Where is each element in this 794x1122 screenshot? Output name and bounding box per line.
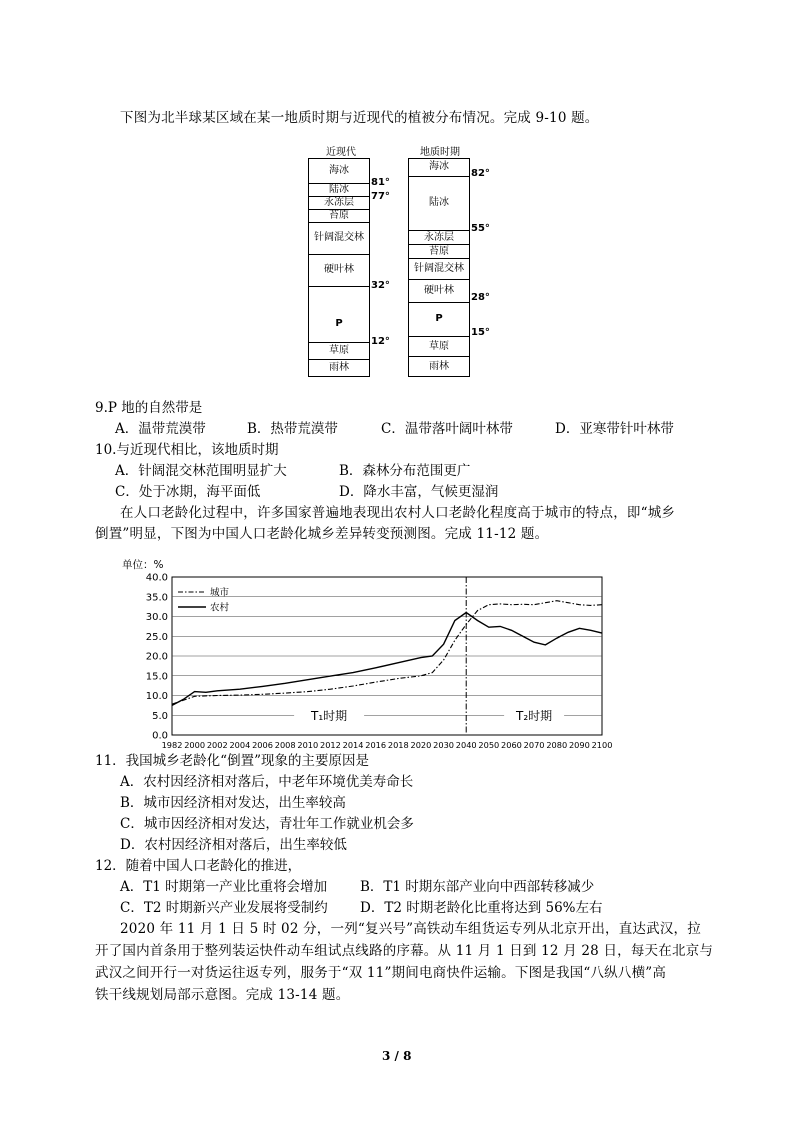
q11-option-d: D．农村因经济相对落后，出生率较低 bbox=[120, 837, 347, 853]
x-tick-label: 2000 bbox=[184, 740, 206, 750]
x-tick-label: 2016 bbox=[365, 740, 387, 750]
period-label-t1: T₁时期 bbox=[311, 709, 348, 723]
left-cell-sclerophyll: 硬叶林 bbox=[309, 254, 369, 287]
q10-option-d: D．降水丰富，气候更湿润 bbox=[339, 484, 499, 500]
q11-stem: 11．我国城乡老龄化“倒置”现象的主要原因是 bbox=[95, 753, 369, 769]
x-tick-label: 2070 bbox=[523, 740, 545, 750]
intro-11-12-line-2: 倒置”明显，下图为中国人口老龄化城乡差异转变预测图。完成 11-12 题。 bbox=[95, 526, 549, 542]
legend-label: 城市 bbox=[210, 587, 230, 599]
q9-option-a: A．温带荒漠带 bbox=[115, 421, 206, 437]
right-lat-28: 28° bbox=[471, 292, 490, 303]
q9-option-b: B．热带荒漠带 bbox=[247, 421, 338, 437]
left-cell-p: P bbox=[309, 286, 369, 343]
right-cell-p: P bbox=[409, 302, 469, 337]
x-tick-label: 2006 bbox=[252, 740, 273, 750]
right-cell-mixed-forest: 针阔混交林 bbox=[409, 258, 469, 280]
q11-option-b: B．城市因经济相对发达，出生率较高 bbox=[120, 795, 346, 811]
y-tick-label: 0.0 bbox=[152, 730, 168, 742]
right-cell-tundra: 苔原 bbox=[409, 244, 469, 259]
y-tick-label: 5.0 bbox=[152, 710, 168, 722]
q12-option-b: B．T1 时期东部产业向中西部转移减少 bbox=[360, 879, 595, 895]
q10-option-b: B．森林分布范围更广 bbox=[339, 463, 471, 479]
x-tick-label: 1982 bbox=[161, 740, 183, 750]
q9-stem: 9.P 地的自然带是 bbox=[95, 400, 203, 416]
x-tick-label: 2020 bbox=[410, 740, 432, 750]
right-lat-55: 55° bbox=[471, 223, 490, 234]
left-cell-grassland: 草原 bbox=[309, 342, 369, 360]
y-tick-label: 20.0 bbox=[145, 651, 168, 663]
left-cell-sea-ice: 海冰 bbox=[329, 165, 349, 176]
intro-13-14-line-3: 武汉之间开行一对货运往返专列，服务于“双 11”期间电商快件运输。下图是我国“八纵八横”高 bbox=[95, 965, 667, 981]
aging-chart bbox=[120, 558, 613, 754]
x-tick-label: 2040 bbox=[455, 740, 477, 750]
left-cell-rainforest: 雨林 bbox=[309, 359, 369, 377]
right-column bbox=[408, 158, 470, 377]
q10-option-c: C．处于冰期，海平面低 bbox=[115, 484, 261, 500]
x-tick-label: 2004 bbox=[229, 740, 251, 750]
left-lat-32: 32° bbox=[371, 280, 390, 291]
left-cell-land-ice: 陆冰 bbox=[309, 183, 369, 197]
left-cell-mixed-forest: 针阔混交林 bbox=[309, 222, 369, 255]
period-label-t2: T₂时期 bbox=[516, 709, 553, 723]
intro-9-10: 下图为北半球某区域在某一地质时期与近现代的植被分布情况。完成 9-10 题。 bbox=[120, 110, 599, 126]
left-lat-12: 12° bbox=[371, 336, 390, 347]
x-tick-label: 2080 bbox=[546, 740, 568, 750]
right-lat-82: 82° bbox=[471, 168, 490, 179]
right-cell-sclerophyll: 硬叶林 bbox=[409, 279, 469, 303]
left-column bbox=[308, 158, 370, 377]
right-lat-15: 15° bbox=[471, 327, 490, 338]
q12-option-d: D．T2 时期老龄化比重将达到 56%左右 bbox=[360, 900, 603, 916]
right-column-title: 地质时期 bbox=[420, 147, 460, 158]
q9-option-c: C．温带落叶阔叶林带 bbox=[381, 421, 513, 437]
q12-option-c: C．T2 时期新兴产业发展将受制约 bbox=[120, 900, 328, 916]
right-cell-rainforest: 雨林 bbox=[409, 356, 469, 377]
intro-13-14-line-1: 2020 年 11 月 1 日 5 时 02 分，一列“复兴号”高铁动车组货运专列从北京开出，直达武汉，拉 bbox=[120, 921, 701, 937]
x-tick-label: 2012 bbox=[319, 740, 341, 750]
y-tick-label: 40.0 bbox=[145, 572, 168, 584]
q9-option-d: D．亚寒带针叶林带 bbox=[555, 421, 674, 437]
left-cell-tundra: 苔原 bbox=[309, 209, 369, 223]
x-tick-label: 2010 bbox=[297, 740, 319, 750]
q11-option-a: A．农村因经济相对落后，中老年环境优美寿命长 bbox=[120, 774, 414, 790]
intro-13-14-line-4: 铁干线规划局部示意图。完成 13-14 题。 bbox=[95, 987, 350, 1003]
right-cell-permafrost: 永冻层 bbox=[409, 230, 469, 245]
x-tick-label: 2018 bbox=[387, 740, 409, 750]
page-number: 3 / 8 bbox=[382, 1049, 412, 1063]
intro-13-14-line-2: 开了国内首条用于整列装运快件动车组试点线路的序幕。从 11 月 1 日到 12 月 28 日，每天在北京与 bbox=[95, 943, 714, 959]
left-lat-77: 77° bbox=[371, 191, 390, 202]
y-tick-label: 15.0 bbox=[145, 671, 168, 683]
x-tick-label: 2090 bbox=[568, 740, 590, 750]
right-cell-land-ice: 陆冰 bbox=[409, 176, 469, 231]
y-axis-unit: 单位：% bbox=[122, 559, 164, 571]
x-tick-label: 2014 bbox=[342, 740, 364, 750]
q12-option-a: A．T1 时期第一产业比重将会增加 bbox=[120, 879, 328, 895]
x-tick-label: 2030 bbox=[433, 740, 455, 750]
q10-stem: 10.与近现代相比，该地质时期 bbox=[95, 442, 279, 458]
x-tick-label: 2060 bbox=[501, 740, 522, 750]
right-cell-sea-ice: 海冰 bbox=[429, 161, 449, 172]
left-cell-permafrost: 永冻层 bbox=[309, 196, 369, 210]
x-tick-label: 2100 bbox=[591, 740, 613, 750]
right-cell-grassland: 草原 bbox=[409, 336, 469, 357]
q10-option-a: A．针阔混交林范围明显扩大 bbox=[115, 463, 287, 479]
y-tick-label: 35.0 bbox=[145, 592, 168, 604]
left-column-title: 近现代 bbox=[326, 147, 356, 158]
y-tick-label: 25.0 bbox=[145, 631, 168, 643]
x-tick-label: 2008 bbox=[274, 740, 296, 750]
chart-legend bbox=[178, 587, 230, 614]
intro-11-12-line-1: 在人口老龄化过程中，许多国家普遍地表现出农村人口老龄化程度高于城市的特点，即“城乡 bbox=[120, 505, 676, 521]
y-tick-label: 10.0 bbox=[145, 691, 168, 702]
q11-option-c: C．城市因经济相对发达，青壮年工作就业机会多 bbox=[120, 816, 414, 832]
series-line-rural bbox=[172, 613, 602, 706]
q12-stem: 12．随着中国人口老龄化的推进， bbox=[95, 858, 302, 874]
x-tick-label: 2050 bbox=[478, 740, 500, 750]
y-tick-label: 30.0 bbox=[145, 612, 168, 623]
left-lat-81: 81° bbox=[371, 177, 390, 188]
legend-label: 农村 bbox=[210, 602, 230, 614]
x-tick-label: 2002 bbox=[206, 740, 228, 750]
